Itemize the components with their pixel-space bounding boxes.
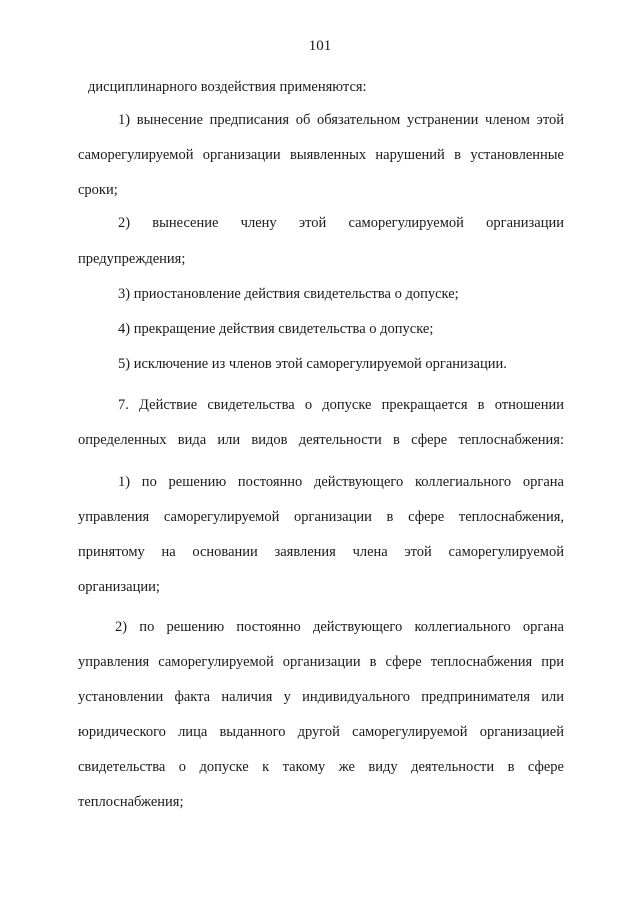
text-line-2: 1) вынесение предписания об обязательном устранении членом этой — [118, 112, 564, 128]
text-line-16: 2) по решению постоянно действующего коллегиального органа — [115, 619, 564, 635]
text-line-8: 4) прекращение действия свидетельства о допуске; — [118, 321, 434, 337]
text-line-9: 5) исключение из членов этой саморегулируемой организации. — [118, 356, 507, 372]
text-line-21: теплоснабжения; — [78, 794, 184, 810]
text-line-6: предупреждения; — [78, 251, 186, 267]
text-line-12: 1) по решению постоянно действующего коллегиального органа — [118, 474, 564, 490]
text-line-10: 7. Действие свидетельства о допуске прекращается в отношении — [118, 397, 564, 413]
text-line-3: саморегулируемой организации выявленных нарушений в установленные — [78, 147, 564, 163]
text-line-18: установлении факта наличия у индивидуального предпринимателя или — [78, 689, 564, 705]
text-line-20: свидетельства о допуске к такому же виду деятельности в сфере — [78, 759, 564, 775]
text-line-17: управления саморегулируемой организации в сфере теплоснабжения при — [78, 654, 564, 670]
text-line-4: сроки; — [78, 182, 118, 198]
text-line-15: организации; — [78, 579, 160, 595]
text-line-14: принятому на основании заявления члена этой саморегулируемой — [78, 544, 564, 560]
text-line-7: 3) приостановление действия свидетельства о допуске; — [118, 286, 459, 302]
text-line-5: 2) вынесение члену этой саморегулируемой организации — [118, 215, 564, 231]
page-number: 101 — [308, 38, 332, 54]
text-line-11: определенных вида или видов деятельности в сфере теплоснабжения: — [78, 432, 564, 448]
text-line-1: дисциплинарного воздействия применяются: — [88, 79, 367, 95]
text-line-19: юридического лица выданного другой саморегулируемой организацией — [78, 724, 564, 740]
text-line-13: управления саморегулируемой организации в сфере теплоснабжения, — [78, 509, 564, 525]
